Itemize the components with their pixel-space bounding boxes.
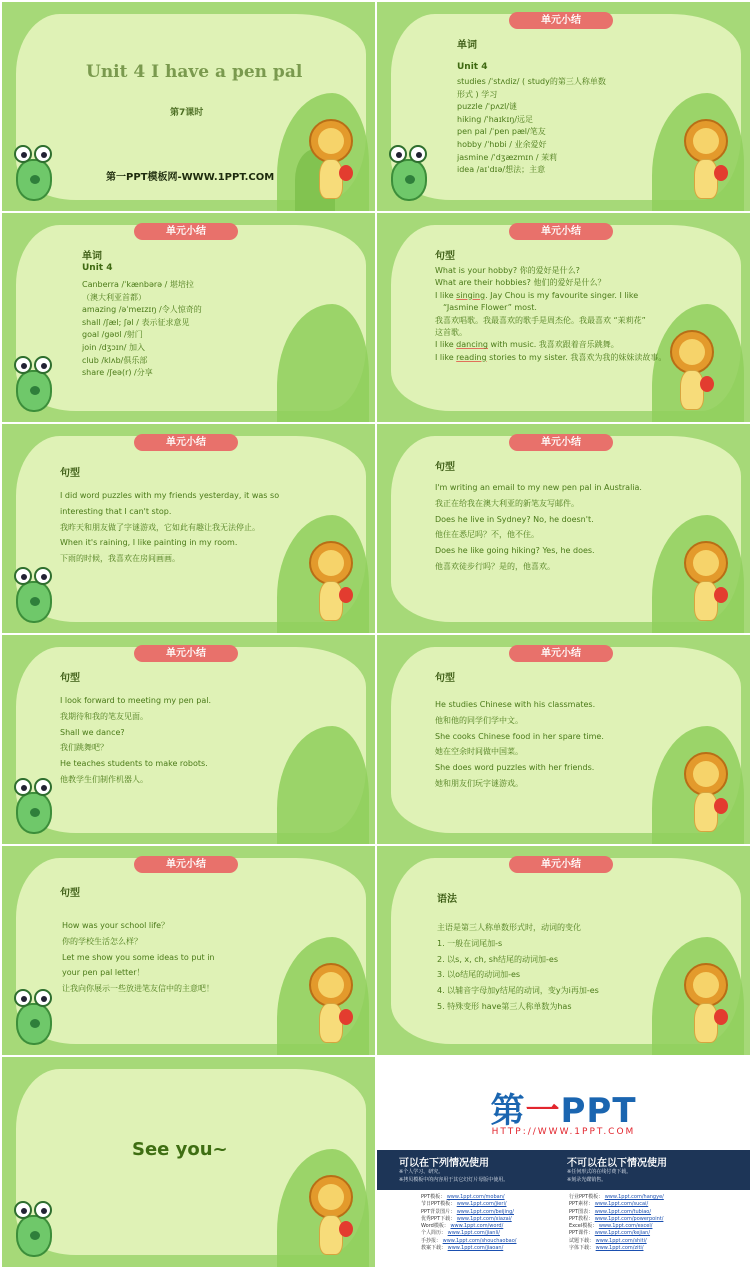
sentence-line: I look forward to meeting my pen pal.	[60, 696, 211, 705]
slide-sentences-6[interactable]	[2, 846, 375, 1055]
sentence-list	[60, 693, 360, 788]
sentence-line: 下雨的时候，我喜欢在房间画画。	[60, 554, 180, 564]
vocab-list	[82, 279, 318, 380]
vocab-line: club /klʌb/俱乐部	[82, 355, 148, 365]
section-heading: 句型	[435, 462, 455, 473]
sentence-line: 我们跳舞吧？	[60, 743, 108, 753]
section-heading: 单词	[457, 40, 477, 51]
slide-sentences-3[interactable]	[377, 424, 750, 633]
lesson-number: 第7课时	[170, 108, 204, 118]
resource-link: PPT图表： www.1ppt.com/tubiao/	[569, 1208, 652, 1215]
sentence-line: 他和他的同学们学中文。	[435, 715, 523, 725]
owl-mascot	[12, 352, 58, 414]
vocab-line: idea /aɪˈdɪə/想法；主意	[457, 165, 546, 175]
sentence-line: How was your school life？	[62, 921, 170, 930]
site-url[interactable]: HTTP://WWW.1PPT.COM	[491, 1127, 636, 1137]
sentence-line: He teaches students to make robots.	[60, 759, 208, 769]
sentence-line: She does word puzzles with her friends.	[435, 763, 595, 773]
resource-link: 个人简历： www.1ppt.com/jianli/	[421, 1230, 500, 1237]
vocab-line: goal /gəʊl /射门	[82, 330, 143, 340]
sentence-line: “Jasmine Flower” most.	[443, 303, 537, 313]
slide-sentences-4[interactable]	[2, 635, 375, 844]
site-credit: 第一PPT模板网-WWW.1PPT.COM	[106, 172, 275, 183]
vocab-list	[457, 76, 693, 177]
sentence-line: interesting that I can't stop.	[60, 506, 172, 516]
owl-mascot	[387, 141, 433, 203]
sentence-line: Shall we dance?	[60, 727, 125, 737]
sentence-line: 我喜欢唱歌。我最喜欢的歌手是周杰伦。我最喜欢 “茉莉花”	[435, 315, 646, 325]
section-heading: 句型	[60, 468, 80, 479]
resource-link: 教案下载： www.1ppt.com/jiaoan/	[421, 1245, 504, 1252]
grammar-line: 1. 一般在词尾加-s	[437, 938, 503, 948]
vocab-line: hobby /ˈhɒbi / 业余爱好	[457, 139, 547, 149]
left-link-list	[421, 1194, 516, 1252]
usage-terms-band	[377, 1150, 750, 1190]
resource-link: 节日PPT模板： www.1ppt.com/jieri/	[421, 1201, 507, 1208]
sentence-line: Does he like going hiking? Yes, he does.	[435, 546, 595, 556]
unit-label: Unit 4	[457, 62, 488, 72]
lion-mascot	[305, 539, 361, 623]
resource-link: Excel模板： www.1ppt.com/excel/	[569, 1223, 653, 1230]
owl-mascot	[12, 985, 58, 1047]
sentence-line: 我正在给我在澳大利亚的新笔友写邮件。	[435, 498, 579, 508]
unit-summary-badge: 单元小结	[134, 223, 238, 240]
slide-closing[interactable]	[2, 1057, 375, 1267]
section-heading: 句型	[60, 888, 80, 899]
slide-grammar[interactable]	[377, 846, 750, 1055]
section-heading: 句型	[435, 673, 455, 684]
vocab-line: puzzle /ˈpʌzl/谜	[457, 102, 518, 112]
forbidden-title: 不可以在以下情况使用	[567, 1158, 667, 1169]
sentence-line: Let me show you some ideas to put in	[62, 952, 215, 962]
owl-mascot	[12, 1197, 58, 1259]
sentence-line: He studies Chinese with his classmates.	[435, 700, 596, 709]
vocab-line: jasmine /ˈdʒæzmɪn / 茉莉	[457, 152, 558, 162]
lion-mascot	[305, 117, 361, 201]
unit-summary-badge: 单元小结	[509, 223, 613, 240]
unit-title: Unit 4 I have a pen pal	[86, 62, 303, 82]
sentence-line: When it's raining, I like painting in my room.	[60, 538, 238, 548]
vocab-line: （澳大利亚首都）	[82, 292, 146, 302]
section-heading: 句型	[435, 251, 455, 262]
vocab-line: share /ʃeə(r) /分享	[82, 368, 153, 378]
unit-summary-badge: 单元小结	[509, 434, 613, 451]
unit-summary-badge: 单元小结	[509, 645, 613, 662]
sentence-line: 让我向你展示一些放进笔友信中的主意吧！	[62, 984, 214, 994]
vocab-line: Canberra /ˈkænbərə / 堪培拉	[82, 280, 194, 289]
sentence-line: 我昨天和朋友做了字谜游戏，它如此有趣让我无法停止。	[60, 522, 260, 532]
slide-title[interactable]	[2, 2, 375, 211]
lion-mascot	[666, 328, 722, 412]
vocab-line: pen pal /ˈpen pæl/笔友	[457, 127, 546, 137]
lion-mascot	[680, 750, 736, 834]
sentence-line: 她在空余时间做中国菜。	[435, 747, 523, 757]
owl-mascot	[12, 563, 58, 625]
sentence-line: 你的学校生活怎么样？	[62, 936, 142, 946]
vocab-line: shall /ʃæl; ʃəl / 表示征求意见	[82, 317, 190, 327]
vocab-line: join /dʒɔɪn/ 加入	[82, 342, 146, 352]
unit-summary-badge: 单元小结	[509, 12, 613, 29]
unit-summary-badge: 单元小结	[134, 856, 238, 873]
resource-link: 行业PPT模板： www.1ppt.com/hangye/	[569, 1194, 664, 1200]
sentence-line: I like reading stories to my sister. 我喜欢为我的妹妹读故事。	[435, 352, 667, 362]
resource-link: 优秀PPT下载： www.1ppt.com/xiazai/	[421, 1215, 512, 1222]
resource-link: 字体下载： www.1ppt.com/ziti/	[569, 1245, 644, 1252]
unit-summary-badge: 单元小结	[509, 856, 613, 873]
sentence-line: I did word puzzles with my friends yesterday, it was so	[60, 491, 280, 500]
sentence-line: I like singing. Jay Chou is my favourite singer. I like	[435, 290, 639, 300]
slide-ppt-ad[interactable]	[377, 1057, 750, 1267]
underlined-word: singing	[456, 290, 486, 300]
grammar-line: 4. 以辅音字母加y结尾的动词，变y为i再加-es	[437, 986, 599, 996]
sentence-line: She cooks Chinese food in her spare time.	[435, 731, 604, 741]
resource-link: PPT教程： www.1ppt.com/powerpoint/	[569, 1215, 664, 1222]
sentence-line: What is your hobby? 你的爱好是什么?	[435, 266, 580, 275]
grammar-line: 2. 以s, x, ch, sh结尾的动词加-es	[437, 954, 559, 964]
1ppt-logo: 第一PPT	[490, 1091, 637, 1131]
section-heading: 单词	[82, 251, 102, 262]
vocab-line: hiking /ˈhaɪkɪŋ/远足	[457, 114, 534, 124]
sentence-line: 我期待和我的笔友见面。	[60, 711, 148, 721]
grammar-line: 5. 特殊变形 have第三人称单数为has	[437, 1001, 572, 1011]
vocab-line: 形式 ) 学习	[457, 89, 498, 99]
resource-link: 试题下载： www.1ppt.com/shiti/	[569, 1237, 647, 1244]
sentence-line: Does he live in Sydney? No, he doesn't.	[435, 514, 594, 524]
sentence-line: 她和朋友们玩字谜游戏。	[435, 778, 523, 788]
allowed-title: 可以在下列情况使用	[399, 1158, 489, 1169]
sentence-line: 他住在悉尼吗？不，他不住。	[435, 530, 539, 540]
right-link-list	[569, 1194, 664, 1252]
slide-sentences-1[interactable]	[377, 213, 750, 422]
slide-vocabulary-1[interactable]	[377, 2, 750, 211]
lion-mascot	[305, 961, 361, 1045]
owl-mascot	[12, 141, 58, 203]
lion-mascot	[680, 539, 736, 623]
allowed-desc: ※个人学习、研究。 ※拷贝模板中的内容用于其它幻灯片母版中使用。	[399, 1169, 509, 1183]
sentence-line: 他教学生们制作机器人。	[60, 774, 148, 784]
sentence-line: your pen pal letter！	[62, 968, 145, 978]
sentence-line: 他喜欢徒步行吗？是的，他喜欢。	[435, 561, 555, 571]
grammar-line: 主语是第三人称单数形式时，动词的变化	[437, 923, 581, 932]
sentence-line: 这首歌。	[435, 328, 467, 338]
closing-text: See you~	[132, 1139, 228, 1160]
owl-mascot	[12, 774, 58, 836]
resource-link: PPT素材： www.1ppt.com/sucai/	[569, 1201, 649, 1208]
sentence-line: What are their hobbies? 他们的爱好是什么？	[435, 278, 606, 288]
resource-link: PPT背景图片： www.1ppt.com/beijing/	[421, 1208, 514, 1215]
unit-label: Unit 4	[82, 263, 113, 273]
unit-summary-badge: 单元小结	[134, 434, 238, 451]
lion-mascot	[680, 117, 736, 201]
section-heading: 句型	[60, 673, 80, 684]
resource-link: Word模板： www.1ppt.com/word/	[421, 1223, 504, 1230]
resource-link: PPT模板： www.1ppt.com/moban/	[421, 1194, 505, 1200]
vocab-line: amazing /əˈmeɪzɪŋ /令人惊奇的	[82, 305, 202, 315]
grammar-line: 3. 以o结尾的动词加-es	[437, 970, 521, 980]
slide-vocabulary-2[interactable]	[2, 213, 375, 422]
slide-sentences-5[interactable]	[377, 635, 750, 844]
resource-link: 手抄报： www.1ppt.com/shouchaobao/	[421, 1237, 517, 1244]
unit-summary-badge: 单元小结	[134, 645, 238, 662]
slide-sentences-2[interactable]	[2, 424, 375, 633]
sentence-line: I like dancing with music. 我喜欢跟着音乐跳舞。	[435, 340, 619, 350]
forbidden-desc: ※任何形式的在线付费下载。 ※刻录光碟销售。	[567, 1169, 632, 1183]
section-heading: 语法	[437, 894, 457, 905]
lion-mascot	[305, 1173, 361, 1257]
underlined-word: reading	[456, 352, 487, 362]
resource-link: PPT课件： www.1ppt.com/kejian/	[569, 1230, 651, 1237]
sentence-line: I'm writing an email to my new pen pal in Australia.	[435, 483, 642, 492]
lion-mascot	[680, 961, 736, 1045]
underlined-word: dancing	[456, 340, 488, 350]
vocab-line: studies /ˈstʌdiz/ ( study的第三人称单数	[457, 77, 606, 86]
